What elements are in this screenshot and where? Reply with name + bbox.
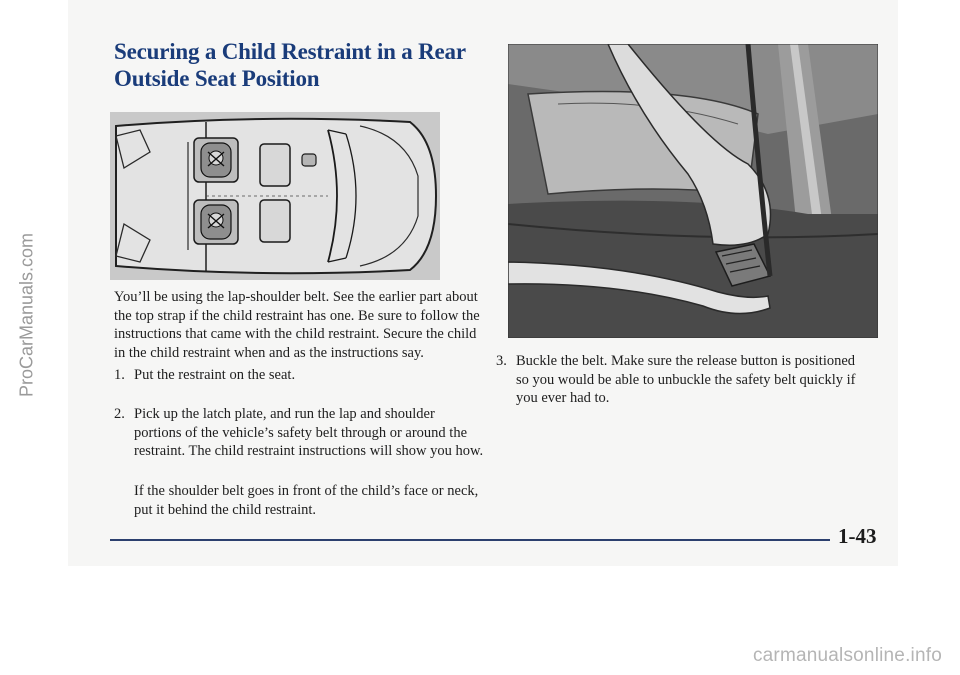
step-list-3	[496, 352, 856, 408]
footer-rule	[110, 539, 830, 541]
page-number: 1-43	[838, 524, 877, 548]
step-list-2	[114, 405, 484, 461]
step-list-1	[114, 366, 484, 385]
side-watermark	[12, 195, 42, 435]
step-text: Put the restraint on the seat.	[134, 367, 296, 383]
step-number: 2.	[114, 406, 125, 422]
step-number: 3.	[496, 353, 507, 369]
buckle-belt-illustration	[508, 44, 878, 338]
list-item	[114, 405, 484, 461]
vehicle-top-view-diagram	[110, 112, 440, 280]
section-title	[114, 38, 466, 92]
intro-paragraph: You’ll be using the lap-shoulder belt. See the earlier part about the top strap if the child restraint has one. Be sure to follow the instructions that came with the child restraint. Secure the child in the child restraint when and as the instructions say.	[114, 289, 480, 361]
list-item	[114, 366, 484, 385]
title-line-2: Outside Seat Position	[114, 66, 320, 91]
step-text: Buckle the belt. Make sure the release button is positioned so you would be able to unbuckle the safety belt quickly if you ever had to.	[516, 353, 856, 407]
footer-watermark: carmanualsonline.info	[752, 645, 942, 666]
step-text: Pick up the latch plate, and run the lap and shoulder portions of the vehicle’s safety belt through or around the restraint. The child restraint instructions will show you how.	[134, 406, 484, 460]
step-2-note: If the shoulder belt goes in front of the child’s face or neck, put it behind the child restraint.	[134, 483, 479, 518]
title-line-1: Securing a Child Restraint in a Rear	[114, 39, 466, 64]
child-seat-icon-left	[201, 143, 231, 177]
side-watermark-text: ProCarManuals.com	[16, 232, 37, 398]
child-seat-icon-right	[201, 205, 231, 239]
list-item	[496, 352, 856, 408]
step-number: 1.	[114, 367, 125, 383]
